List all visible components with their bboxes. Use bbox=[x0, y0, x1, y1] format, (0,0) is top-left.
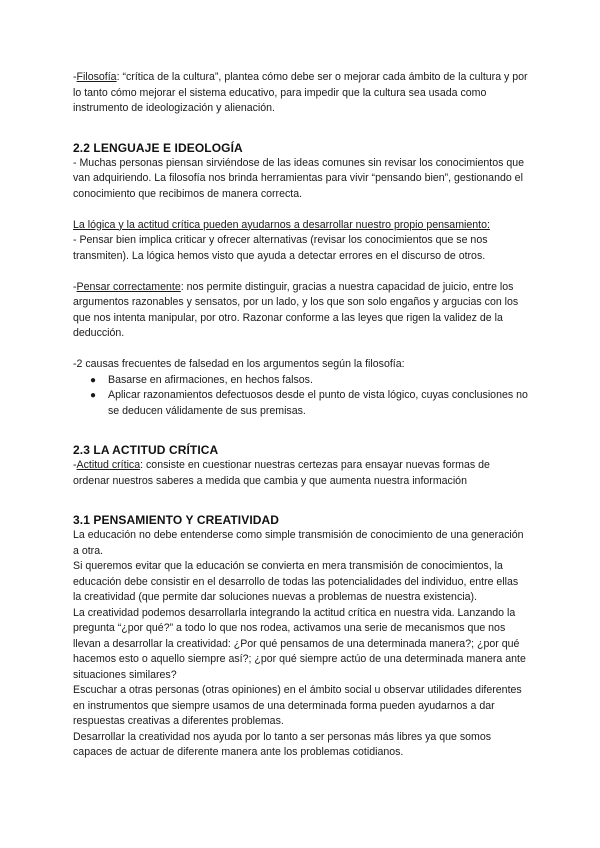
bullet-icon: ● bbox=[90, 374, 97, 386]
list-item-text: Basarse en afirmaciones, en hechos falsos. bbox=[108, 373, 313, 386]
section-2-2-underline-heading: La lógica y la actitud crítica pueden ayudarnos a desarrollar nuestro propio pensamiento: bbox=[73, 218, 490, 231]
actitud-text: : consiste en cuestionar nuestras certezas para ensayar nuevas formas de ordenar nuestros saberes a medida que cambia y que aumenta nuestra información bbox=[73, 459, 490, 487]
section-2-2-title: 2.2 LENGUAJE E IDEOLOGÍA bbox=[73, 140, 243, 155]
section-3-1-paragraph: La creatividad podemos desarrollarla integrando la actitud crítica en nuestra vida. Lanzando la pregunta “¿por qué?” a todo lo que nos rodea, activamos una serie de mecanismos que nos llevan a desarrollar la creatividad: ¿Por qué pensamos de una determinada manera?; ¿por qué hacemos esto o aquello siempre así?; ¿por qué siempre actúo de una determinada manera ante situaciones similares? bbox=[73, 606, 526, 681]
intro-paragraph: -Filosofía: “crítica de la cultura”, plantea cómo debe ser o mejorar cada ámbito de la cultura y por lo tanto cómo mejorar el sistema educativo, para impedir que la cultura sea usada como instrumento de ideologización y alienación. bbox=[73, 71, 528, 114]
list-item bbox=[73, 388, 529, 419]
section-3-1-paragraph: Si queremos evitar que la educación se convierta en mera transmisión de conocimientos, la educación debe consistir en el desarrollo de todas las potencialidades del individuo, entre ellas la creatividad (que permite dar soluciones nuevas a problemas de nuestra existencia). bbox=[73, 560, 519, 603]
actitud-paragraph: -Actitud crítica: consiste en cuestionar nuestras certezas para ensayar nuevas formas de ordenar nuestros saberes a medida que cambia y que aumenta nuestra información bbox=[73, 459, 490, 487]
section-2-2-paragraph-2: - Pensar bien implica criticar y ofrecer alternativas (revisar los conocimientos que se nos transmiten). La lógica hemos visto que ayuda a detectar errores en el discurso de otros. bbox=[73, 234, 488, 262]
section-2-2-paragraph-1: - Muchas personas piensan sirviéndose de las ideas comunes sin revisar los conocimientos que van adquiriendo. La filosofía nos brinda herramientas para vivir “pensando bien”, gestionando el conocimiento que recibimos de manera correcta. bbox=[73, 156, 525, 200]
intro-term: Filosofía bbox=[76, 71, 117, 83]
causes-list bbox=[73, 373, 529, 420]
actitud-term: Actitud crítica bbox=[76, 459, 141, 471]
intro-text: : “crítica de la cultura”, plantea cómo debe ser o mejorar cada ámbito de la cultura y por lo tanto cómo mejorar el sistema educativo, para impedir que la cultura sea usada como instrumento de ideologización y alienación. bbox=[73, 71, 528, 114]
causes-intro: -2 causas frecuentes de falsedad en los argumentos según la filosofía: bbox=[73, 358, 405, 370]
section-3-1-paragraph: Escuchar a otras personas (otras opiniones) en el ámbito social u observar utilidades diferentes en instrumentos que siempre usamos de una determinada forma pueden ayudarnos a dar respuestas creativas a diferentes problemas. bbox=[73, 684, 522, 727]
pensar-text: : nos permite distinguir, gracias a nuestra capacidad de juicio, entre los argumentos razonables y sensatos, por un lado, y los que son solo engaños y argucias con los que nos intenta manipular, por otro. Razonar conforme a las leyes que rigen la validez de la deducción. bbox=[73, 280, 519, 339]
pensar-term: Pensar correctamente bbox=[76, 280, 181, 293]
section-3-1-paragraph: La educación no debe entenderse como simple transmisión de conocimiento de una generación a otra. bbox=[73, 529, 524, 557]
bullet-icon: ● bbox=[90, 390, 97, 401]
list-item-text: Aplicar razonamientos defectuosos desde el punto de vista lógico, cuyas conclusiones no se deducen válidamente de sus premisas. bbox=[108, 389, 528, 417]
list-item bbox=[73, 373, 529, 389]
section-2-3-title: 2.3 LA ACTITUD CRÍTICA bbox=[73, 443, 219, 457]
section-3-1-title: 3.1 PENSAMIENTO Y CREATIVIDAD bbox=[73, 513, 280, 527]
section-3-1-paragraph: Desarrollar la creatividad nos ayuda por lo tanto a ser personas más libres ya que somos capaces de actuar de diferente manera ante los problemas cotidianos. bbox=[73, 730, 492, 758]
document-body bbox=[73, 70, 529, 761]
pensar-paragraph: -Pensar correctamente: nos permite distinguir, gracias a nuestra capacidad de juicio, entre los argumentos razonables y sensatos, por un lado, y los que son solo engaños y argucias con los que nos intenta manipular, por otro. Razonar conforme a las leyes que rigen la validez de la deducción. bbox=[73, 280, 519, 339]
